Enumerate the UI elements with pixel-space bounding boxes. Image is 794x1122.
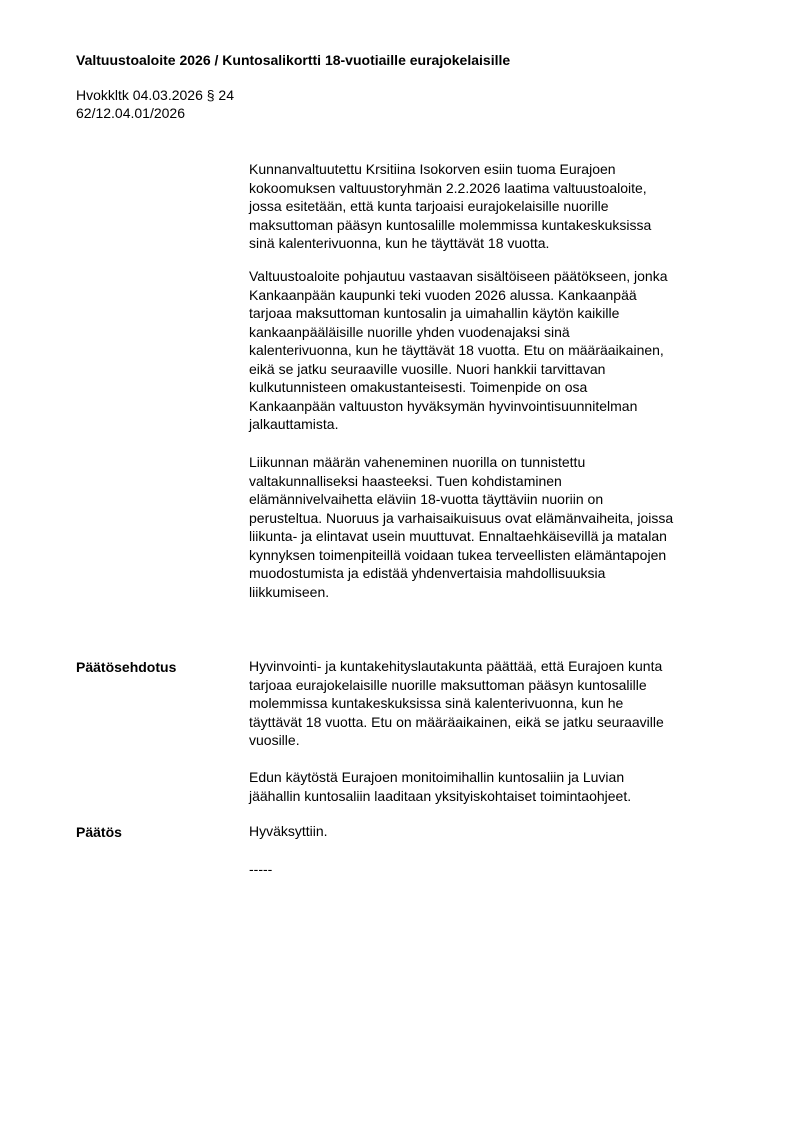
- text-line: täyttävät 18 vuotta. Etu on määräaikainen, eikä se jatku seuraaville: [249, 713, 664, 730]
- text-line: valtakunnalliseksi haasteeksi. Tuen kohdistaminen: [249, 472, 562, 489]
- decision-label: Päätös: [76, 824, 122, 840]
- text-line: kokoomuksen valtuustoryhmän 2.2.2026 laatima valtuustoaloite,: [249, 179, 647, 196]
- text-line: kalenterivuonna, kun he täyttävät 18 vuotta. Etu on määräaikainen,: [249, 342, 664, 358]
- text-line: elämännivelvaihetta eläviin 18-vuotta täyttäviin nuoriin on: [249, 491, 604, 507]
- text-line: liikkumiseen.: [249, 583, 330, 600]
- decision-text: [249, 822, 328, 841]
- text-line: Kunnanvaltuutettu Krsitiina Isokorven esiin tuoma Eurajoen: [249, 161, 616, 177]
- text-line: liikunta- ja elintavat usein muuttuvat. Ennaltaehkäisevillä ja matalan: [249, 528, 667, 544]
- text-line: eikä se jatku seuraaville vuosille. Nuori hankkii tarvittavan: [249, 360, 606, 377]
- text-line: perusteltua. Nuoruus ja varhaisaikuisuus ovat elämänvaiheita, joissa: [249, 509, 674, 526]
- body-paragraph-3: [249, 453, 673, 601]
- text-line: vuosille.: [249, 732, 300, 748]
- text-line: Valtuustoaloite pohjautuu vastaavan sisältöiseen päätökseen, jonka: [249, 268, 668, 284]
- text-line: Edun käytöstä Eurajoen monitoimihallin kuntosaliin ja Luvian: [249, 769, 625, 785]
- text-line: tarjoaa eurajokelaisille nuorille maksuttoman pääsyn kuntosalille: [249, 676, 647, 693]
- text-line: molemmissa kuntakeskuksissa sinä kalenterivuonna, kun he: [249, 695, 624, 711]
- body-paragraph-1: [249, 160, 651, 253]
- text-line: maksuttoman pääsyn kuntosalille molemmissa kuntakeskuksissa: [249, 216, 652, 233]
- text-line: Hyvinvointi- ja kuntakehityslautakunta päättää, että Eurajoen kunta: [249, 658, 663, 674]
- text-line: kulkutunnisteen omakustanteisesti. Toimenpide on osa: [249, 379, 588, 395]
- text-line: muodostumista ja edistää yhdenvertaisia mahdollisuuksia: [249, 565, 606, 581]
- body-paragraph-2: [249, 267, 667, 434]
- text-line: Kankaanpään valtuuston hyväksymän hyvinvointisuunnitelman: [249, 397, 638, 414]
- proposal-label: Päätösehdotus: [76, 659, 177, 675]
- text-line: jäähallin kuntosaliin laaditaan yksityiskohtaiset toimintaohjeet.: [249, 787, 632, 804]
- text-line: kankaanpääläisille nuorille yhden vuodenajaksi sinä: [249, 323, 570, 340]
- text-line: jalkauttamista.: [249, 416, 339, 432]
- text-line: Kankaanpään kaupunki teki vuoden 2026 alussa. Kankaanpää: [249, 286, 637, 303]
- end-marker: [249, 860, 272, 879]
- document-meta: [76, 86, 234, 122]
- meeting-reference: Hvokkltk 04.03.2026 § 24: [76, 87, 234, 103]
- text-line: tarjoaa maksuttoman kuntosalin ja uimahallin käytön kaikille: [249, 305, 620, 321]
- end-marker-text: -----: [249, 861, 273, 877]
- case-number: 62/12.04.01/2026: [76, 105, 185, 121]
- text-line: Liikunnan määrän vaheneminen nuorilla on tunnistettu: [249, 454, 586, 470]
- proposal-paragraph-2: [249, 768, 631, 805]
- text-line: jossa esitetään, että kunta tarjoaisi eurajokelaisille nuorille: [249, 198, 609, 214]
- proposal-paragraph-1: [249, 657, 664, 750]
- text-line: kynnyksen toimenpiteillä voidaan tukea terveellisten elämäntapojen: [249, 546, 667, 563]
- decision-value: Hyväksyttiin.: [249, 823, 328, 839]
- document-title: Valtuustoaloite 2026 / Kuntosalikortti 18-vuotiaille eurajokelaisille: [76, 52, 511, 68]
- text-line: sinä kalenterivuonna, kun he täyttävät 18 vuotta.: [249, 235, 550, 251]
